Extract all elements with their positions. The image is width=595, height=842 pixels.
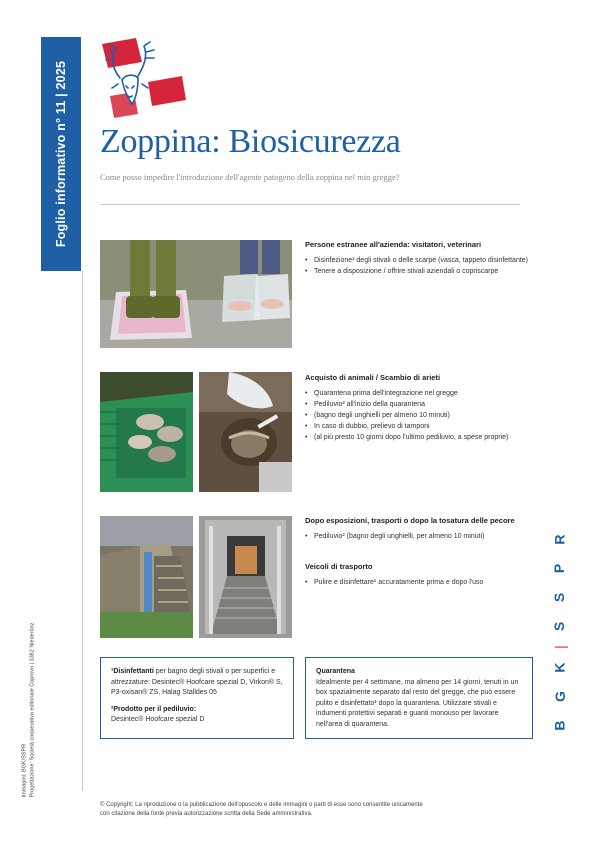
section-transport-vehicles: [305, 562, 545, 588]
credits-line-1: Immagini: BGK/SSPR: [21, 743, 28, 798]
list-item: • Tenere a disposizione / offrire stivali aziendali o copriscarpe: [305, 266, 545, 277]
list-item: • Disinfezione¹ degli stivali o delle scarpe (vasca, tappeto disinfettante): [305, 255, 545, 266]
footnote-1-title: ¹Disinfettanti: [111, 668, 154, 675]
brand-letter-s1: S: [551, 621, 568, 632]
list-item: • (al più presto 10 giorni dopo l'ultimo pediluvio, a spese proprie): [305, 432, 545, 443]
list-item: • Pediluvio² all'inizio della quarantena: [305, 399, 545, 410]
quarantine-title: Quarantena: [316, 668, 355, 675]
list-item: • (bagno degli unghielli per almeno 10 minuti): [305, 410, 545, 421]
list-item: • Quarantena prima dell'integrazione nel gregge: [305, 388, 545, 399]
image-credits: [16, 600, 40, 820]
transport-trailer-photo: [199, 516, 292, 638]
footnote-1: [111, 667, 283, 699]
brand-letter-k: K: [551, 662, 568, 673]
page-title: Zoppina: Biosicurezza: [100, 123, 401, 160]
hoof-sampling-photo: [199, 372, 292, 492]
footnotes-box: [100, 657, 294, 739]
title-divider: [100, 204, 520, 205]
footnote-2: [111, 705, 283, 726]
quarantine-text: Idealmente per 4 settimane, ma almeno per 14 giorni, tenuti in un box spazialmente separato dal resto del gregge, che può essere pulito e disinfettato¹ dopo la quarantena. Utilizzare stivali e indumenti protettivi separati e guanti monouso per lavorare nell'area di quarantena.: [316, 678, 519, 728]
brand-mark: [545, 525, 575, 740]
section-heading: Acquisto di animali / Scambio di arieti: [305, 373, 441, 382]
section-after-exhibitions: [305, 516, 545, 542]
footnote-1-text: per bagno degli stivali o per superfici e attrezzature: Desintec® Hoofcare spezial D, Virkon® S, P3-oxisan® ZS, Halag Stalldes 05: [111, 668, 283, 696]
sidebar-label: Foglio informativo n° 11 | 2025: [54, 60, 68, 248]
ibex-logo-icon: [98, 38, 186, 118]
credits-line-2: Progettazione: Società cooperativa editoriale Coprovo | 3362 Niederönz: [29, 622, 36, 798]
section-heading: Veicoli di trasporto: [305, 562, 373, 571]
brand-letter-s2: S: [551, 592, 568, 603]
section-heading: Persone estranee all'azienda: visitatori, veterinari: [305, 240, 482, 249]
footbath-corridor-photo: [100, 516, 193, 638]
footnote-2-title: ²Prodotto per il pediluvio:: [111, 705, 197, 713]
sidebar-label-wrap: [41, 37, 81, 271]
sidebar-divider: [82, 271, 83, 791]
section-animal-purchase: [305, 373, 545, 443]
quarantine-box: [305, 657, 533, 739]
page-subtitle: Come posso impedire l'introduzione dell'agente patogeno della zoppina nel mio gregge?: [100, 172, 400, 182]
sheep-in-pen-photo: [100, 372, 193, 492]
list-item: • In caso di dubbio, prelievo di tamponi: [305, 421, 545, 432]
brand-letter-p: P: [551, 563, 568, 574]
brand-letter-b: B: [551, 720, 568, 731]
copyright-notice: © Copyright: La riproduzione o la pubblicazione dell'opuscolo e delle immagini o parti di esse sono consentite unicamente con citazione della fonte previa autorizzazione scritta della Sede amministrativa.: [100, 802, 423, 817]
section-visitors: [305, 240, 545, 277]
brand-letter-r: R: [551, 534, 568, 545]
footnote-2-text: Desintec® Hoofcare spezial D: [111, 716, 205, 723]
list-item: • Pulire e disinfettare¹ accuratamente prima e dopo l'uso: [305, 577, 545, 588]
brand-separator: |: [551, 645, 568, 649]
list-item: • Pediluvio² (bagno degli unghielli, per almeno 10 minuti): [305, 531, 545, 542]
section-heading: Dopo esposizioni, trasporti o dopo la tosatura delle pecore: [305, 516, 515, 525]
boots-in-disinfectant-tub-photo: [100, 240, 292, 348]
brand-letter-g: G: [551, 691, 568, 702]
